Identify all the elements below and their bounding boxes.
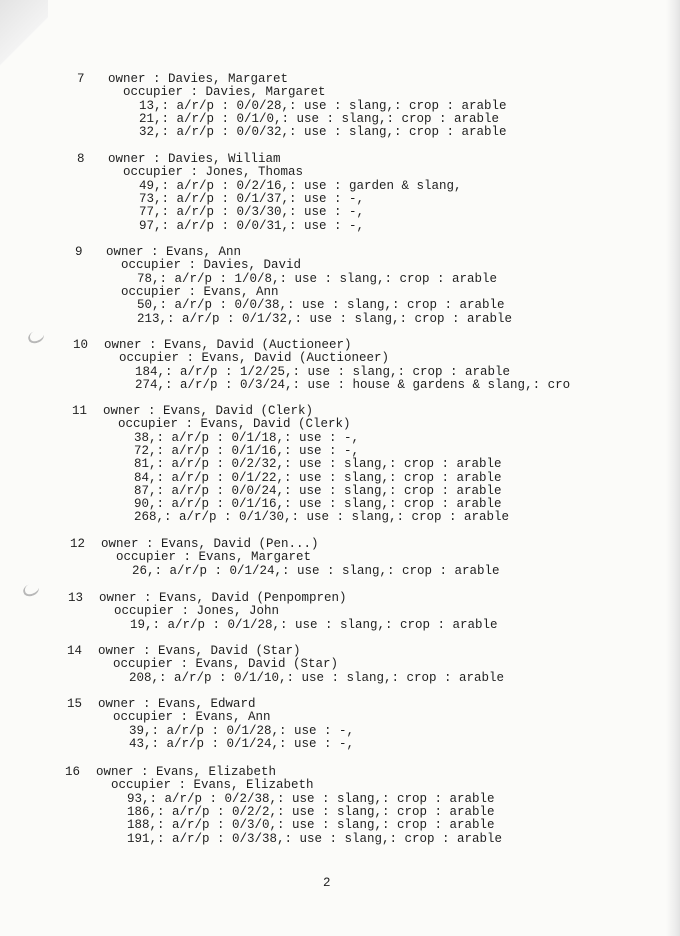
punch-hole-upper [26,329,45,346]
owner-line: owner : Evans, Elizabeth [96,765,277,779]
parcel-line: 191,: a/r/p : 0/3/38,: use : slang,: crop : arable [127,831,503,846]
folded-corner [0,0,48,95]
owner-line: owner : Evans, Edward [98,697,256,711]
owner-line: owner : Evans, David (Pen...) [101,537,319,551]
occupier-line: occupier : Evans, David (Star) [113,657,339,672]
occupier-line: occupier : Jones, Thomas [123,165,304,180]
punch-hole-lower [21,582,40,599]
parcel-line: 78,: a/r/p : 1/0/8,: use : slang,: crop : arable [137,271,498,286]
record-number: 10 [73,338,89,352]
parcel-line: 77,: a/r/p : 0/3/30,: use : -, [139,205,365,220]
parcel-line: 39,: a/r/p : 0/1/28,: use : -, [129,723,355,738]
parcel-line: 188,: a/r/p : 0/3/0,: use : slang,: crop : arable [127,818,495,833]
parcel-line: 87,: a/r/p : 0/0/24,: use : slang,: crop : arable [134,483,502,498]
record-number: 12 [70,537,86,551]
parcel-line: 26,: a/r/p : 0/1/24,: use : slang,: crop : arable [132,563,500,578]
occupier-line: occupier : Evans, Ann [113,710,271,725]
parcel-line: 73,: a/r/p : 0/1/37,: use : -, [139,191,365,206]
parcel-line: 19,: a/r/p : 0/1/28,: use : slang,: crop : arable [130,617,498,632]
record-number: 11 [72,404,88,418]
owner-line: owner : Davies, Margaret [108,72,289,86]
record-number: 8 [77,152,85,166]
record-number: 13 [68,591,84,605]
parcel-line: 32,: a/r/p : 0/0/32,: use : slang,: crop : arable [139,125,507,140]
owner-line: owner : Davies, William [108,152,281,166]
parcel-line: 213,: a/r/p : 0/1/32,: use : slang,: crop : arable [137,311,513,326]
occupier-line: occupier : Evans, David (Auctioneer) [119,351,390,366]
parcel-line: 49,: a/r/p : 0/2/16,: use : garden & slang, [139,178,462,193]
parcel-line: 50,: a/r/p : 0/0/38,: use : slang,: crop : arable [137,298,505,313]
parcel-line: 81,: a/r/p : 0/2/32,: use : slang,: crop : arable [134,457,502,472]
parcel-line: 97,: a/r/p : 0/0/31,: use : -, [139,218,365,233]
record-number: 16 [65,765,81,779]
owner-line: owner : Evans, David (Auctioneer) [104,338,352,352]
page-number: 2 [323,876,331,890]
parcel-line: 268,: a/r/p : 0/1/30,: use : slang,: crop : arable [134,510,510,525]
occupier-line: occupier : Evans, David (Clerk) [118,417,351,432]
occupier-line: occupier : Evans, Margaret [116,550,312,565]
occupier-line: occupier : Evans, Elizabeth [111,778,314,793]
parcel-line: 72,: a/r/p : 0/1/16,: use : -, [134,443,360,458]
parcel-line: 84,: a/r/p : 0/1/22,: use : slang,: crop : arable [134,470,502,485]
parcel-line: 38,: a/r/p : 0/1/18,: use : -, [134,430,360,445]
parcel-line: 13,: a/r/p : 0/0/28,: use : slang,: crop : arable [139,98,507,113]
occupier-line: occupier : Davies, David [121,258,302,273]
record-number: 14 [67,644,83,658]
parcel-line: 184,: a/r/p : 1/2/25,: use : slang,: crop : arable [135,364,511,379]
occupier-line: occupier : Davies, Margaret [123,85,326,100]
record-number: 7 [77,72,85,86]
parcel-line: 93,: a/r/p : 0/2/38,: use : slang,: crop : arable [127,791,495,806]
owner-line: owner : Evans, Ann [106,245,242,259]
record-number: 15 [67,697,83,711]
page-edge-shadow [666,0,680,936]
occupier-line: occupier : Jones, John [114,604,280,619]
owner-line: owner : Evans, David (Penpompren) [99,591,347,605]
parcel-line: 21,: a/r/p : 0/1/0,: use : slang,: crop : arable [139,111,500,126]
parcel-line: 90,: a/r/p : 0/1/16,: use : slang,: crop : arable [134,497,502,512]
parcel-line: 43,: a/r/p : 0/1/24,: use : -, [129,736,355,751]
record-number: 9 [75,245,83,259]
owner-line: owner : Evans, David (Star) [98,644,301,658]
occupier-line: occupier : Evans, Ann [121,284,279,299]
parcel-line: 208,: a/r/p : 0/1/10,: use : slang,: crop : arable [129,670,505,685]
parcel-line: 186,: a/r/p : 0/2/2,: use : slang,: crop : arable [127,804,495,819]
owner-line: owner : Evans, David (Clerk) [103,404,314,418]
parcel-line: 274,: a/r/p : 0/3/24,: use : house & gardens & slang,: cro [135,377,571,392]
